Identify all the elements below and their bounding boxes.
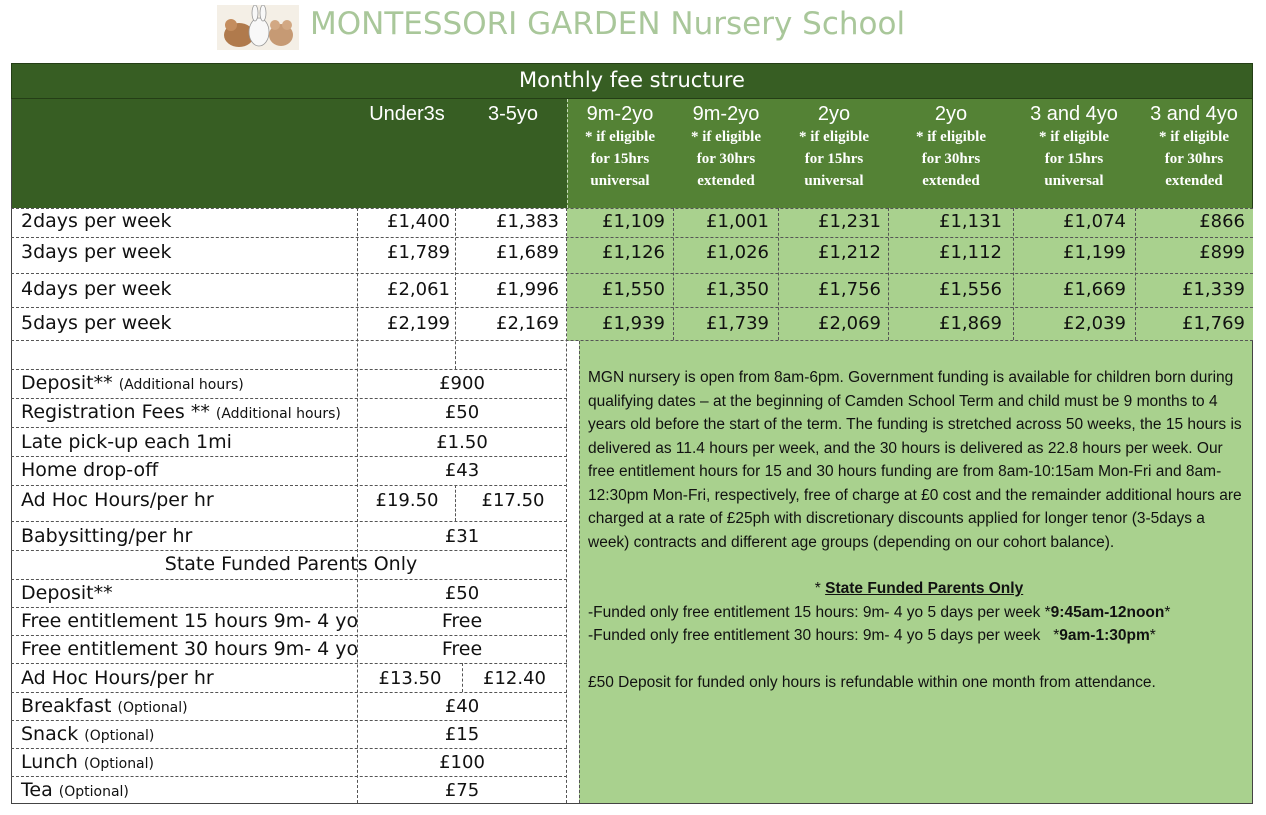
sub-line: for 15hrs [804,151,864,167]
state-label: Deposit** [21,582,113,604]
grid-line [11,273,1253,274]
grid-line [11,579,567,580]
extra-label [21,372,244,394]
extra-note: (Additional hours) [118,377,244,393]
grid-line [11,521,567,522]
notes-line-text: -Funded only free entitlement 30 hours: 9m- 4 yo 5 days per week * [588,627,1060,644]
price-cell: £1,350 [706,279,769,300]
extra-label-text: Deposit** [21,372,113,394]
grid-line [11,485,567,486]
price-cell: £1,669 [1063,279,1126,300]
state-label-text: Snack [21,723,79,745]
column-header [567,102,673,192]
column-header-sub [567,126,673,192]
state-value: £13.50 [378,668,442,689]
state-note: (Optional) [117,700,188,716]
header-divider [567,99,568,208]
price-cell: £1,074 [1063,211,1126,232]
column-header-sub [673,126,779,192]
column-header [889,102,1013,192]
grid-line [11,369,567,370]
grid-line [11,720,567,721]
grid-line [11,456,567,457]
sub-line: for 30hrs [696,151,756,167]
sub-line: universal [804,173,864,189]
state-value: Free [441,638,483,660]
extra-note: (Additional hours) [215,406,341,422]
notes-star: * [814,580,826,597]
column-header [460,102,566,126]
price-cell: £1,001 [706,211,769,232]
grid-line [11,748,567,749]
grid-line [11,776,567,777]
grid-line [11,692,567,693]
state-label-text: Lunch [21,751,78,773]
price-cell: £2,061 [387,279,450,300]
state-value: Free [441,610,483,632]
sub-line: universal [590,173,650,189]
column-header-label: 3-5yo [487,103,539,125]
price-cell: £2,039 [1063,313,1126,334]
price-cell: £1,199 [1063,242,1126,263]
frame-bottom-border [11,803,1253,804]
grid-line [11,550,567,551]
state-label: Ad Hoc Hours/per hr [21,667,214,689]
extra-label: Babysitting/per hr [21,525,193,547]
price-cell: £1,109 [602,211,665,232]
price-cell: £1,550 [602,279,665,300]
notes-state-title: State Funded Parents Only [825,580,1024,597]
notes-line-15 [588,601,1250,625]
notes-line-end: * [1149,627,1156,644]
price-cell: £1,869 [939,313,1002,334]
state-value: £15 [444,724,480,745]
column-header-label: 3 and 4yo [1150,103,1238,125]
state-label [21,751,154,773]
state-label [21,723,154,745]
price-cell: £1,789 [387,242,450,263]
state-value: £50 [444,583,480,604]
column-header-label: 9m-2yo [692,103,760,125]
price-cell: £1,556 [939,279,1002,300]
price-cell: £1,769 [1182,313,1245,334]
sub-line: extended [697,173,755,189]
sub-line: for 15hrs [1044,151,1104,167]
row-label: 4days per week [21,278,172,300]
sub-line: * if eligible [1039,129,1109,145]
price-cell: £1,996 [496,279,559,300]
extra-value: £1.50 [436,432,488,453]
state-label [21,779,129,801]
sub-line: for 30hrs [921,151,981,167]
price-cell: £2,199 [387,313,450,334]
column-header-sub [1135,126,1253,192]
price-cell: £1,400 [387,211,450,232]
column-header [1135,102,1253,192]
grid-line [11,607,567,608]
extra-value: £19.50 [375,490,439,511]
column-header [673,102,779,192]
grid-line [11,398,567,399]
price-cell: £866 [1199,211,1245,232]
column-header-sub [779,126,889,192]
state-note: (Optional) [84,728,155,744]
sub-line: for 30hrs [1164,151,1224,167]
grid-line [11,307,1253,308]
state-value: £75 [444,780,480,801]
sub-line: * if eligible [585,129,655,145]
column-header [1013,102,1135,192]
extra-value: £31 [444,526,480,547]
column-header-label: 2yo [817,103,851,125]
price-cell: £1,739 [706,313,769,334]
column-header [358,102,456,126]
state-label: Free entitlement 30 hours 9m- 4 yo [21,638,359,660]
price-cell: £1,939 [602,313,665,334]
grid-line [11,663,567,664]
price-cell: £1,383 [496,211,559,232]
sub-line: extended [922,173,980,189]
sub-line: extended [1165,173,1223,189]
extra-value: £50 [444,402,480,423]
school-logo [217,5,299,50]
notes-intro: MGN nursery is open from 8am-6pm. Government funding is available for children born during qualifying dates – at the beginning of Camden School Term and child must be 9 months to 4 years old before the start of the term. The funding is stretched across 50 weeks, the 15 hours is delivered as 11.4 hours per week, and the 30 hours is delivered as 22.8 hours per week. Our free entitlement hours for 15 and 30 hours funding are from 8am-10:15am Mon-Fri and 8am-12:30pm Mon-Fri, respectively, free of charge at £0 cost and the remainder additional hours are charged at a rate of £25ph with discretionary discounts applied for longer tenor (3-5days a week) contracts and different age groups (depending on our cohort balance). [588,369,1242,551]
extra-label: Late pick-up each 1mi [21,431,232,453]
state-note: (Optional) [83,756,154,772]
state-label-text: Breakfast [21,695,112,717]
price-cell: £1,689 [496,242,559,263]
column-header-sub [889,126,1013,192]
price-cell: £2,069 [818,313,881,334]
row-label: 3days per week [21,241,172,263]
extra-label: Home drop-off [21,459,159,481]
sub-line: for 15hrs [590,151,650,167]
sub-line: * if eligible [691,129,761,145]
price-cell: £1,339 [1182,279,1245,300]
notes-line-30 [588,624,1250,648]
column-header-label: Under3s [369,103,445,125]
row-label: 2days per week [21,210,172,232]
table-title: Monthly fee structure [11,63,1253,99]
notes-line-time: 9am-1:30pm [1059,627,1150,644]
column-header-label: 3 and 4yo [1030,103,1118,125]
price-cell: £1,112 [939,242,1002,263]
column-header-sub [1013,126,1135,192]
state-value: £100 [439,752,485,773]
price-cell: £1,212 [818,242,881,263]
column-header-label: 9m-2yo [586,103,654,125]
sub-line: * if eligible [916,129,986,145]
price-cell: £899 [1199,242,1245,263]
state-section-title: State Funded Parents Only [164,553,418,575]
grid-line [11,635,567,636]
school-title: MONTESSORI GARDEN Nursery School [310,6,906,42]
price-cell: £1,126 [602,242,665,263]
sub-line: universal [1044,173,1104,189]
notes-state-heading [588,577,1250,601]
extra-label [21,401,341,423]
price-cell: £2,169 [496,313,559,334]
column-header [779,102,889,192]
sub-line: * if eligible [1159,129,1229,145]
notes-line-text: -Funded only free entitlement 15 hours: 9m- 4 yo 5 days per week * [588,603,1051,621]
notes-text [588,366,1250,694]
state-label [21,695,188,717]
state-label-text: Tea [21,779,53,801]
notes-deposit: £50 Deposit for funded only hours is refundable within one month from attendance. [588,673,1156,691]
state-note: (Optional) [58,784,129,800]
price-cell: £1,756 [818,279,881,300]
sub-line: * if eligible [799,129,869,145]
price-cell: £1,026 [706,242,769,263]
state-value: £12.40 [483,668,546,689]
grid-line [11,237,1253,238]
notes-line-time: 9:45am-12noon [1050,603,1165,621]
grid-line [11,427,567,428]
column-header-label: 2yo [934,103,968,125]
grid-line [11,208,1253,209]
state-value: £40 [444,696,480,717]
frame-left-border [11,99,12,803]
extra-label: Ad Hoc Hours/per hr [21,489,214,511]
notes-line-end: * [1164,603,1171,621]
row-label: 5days per week [21,312,172,334]
extra-value: £43 [444,460,480,481]
grid-line [11,340,1253,341]
price-cell: £1,231 [818,211,881,232]
extra-value: £900 [439,373,485,394]
price-cell: £1,131 [939,211,1002,232]
extra-value: £17.50 [481,490,545,511]
state-label: Free entitlement 15 hours 9m- 4 yo [21,610,359,632]
extra-label-text: Registration Fees ** [21,401,210,423]
